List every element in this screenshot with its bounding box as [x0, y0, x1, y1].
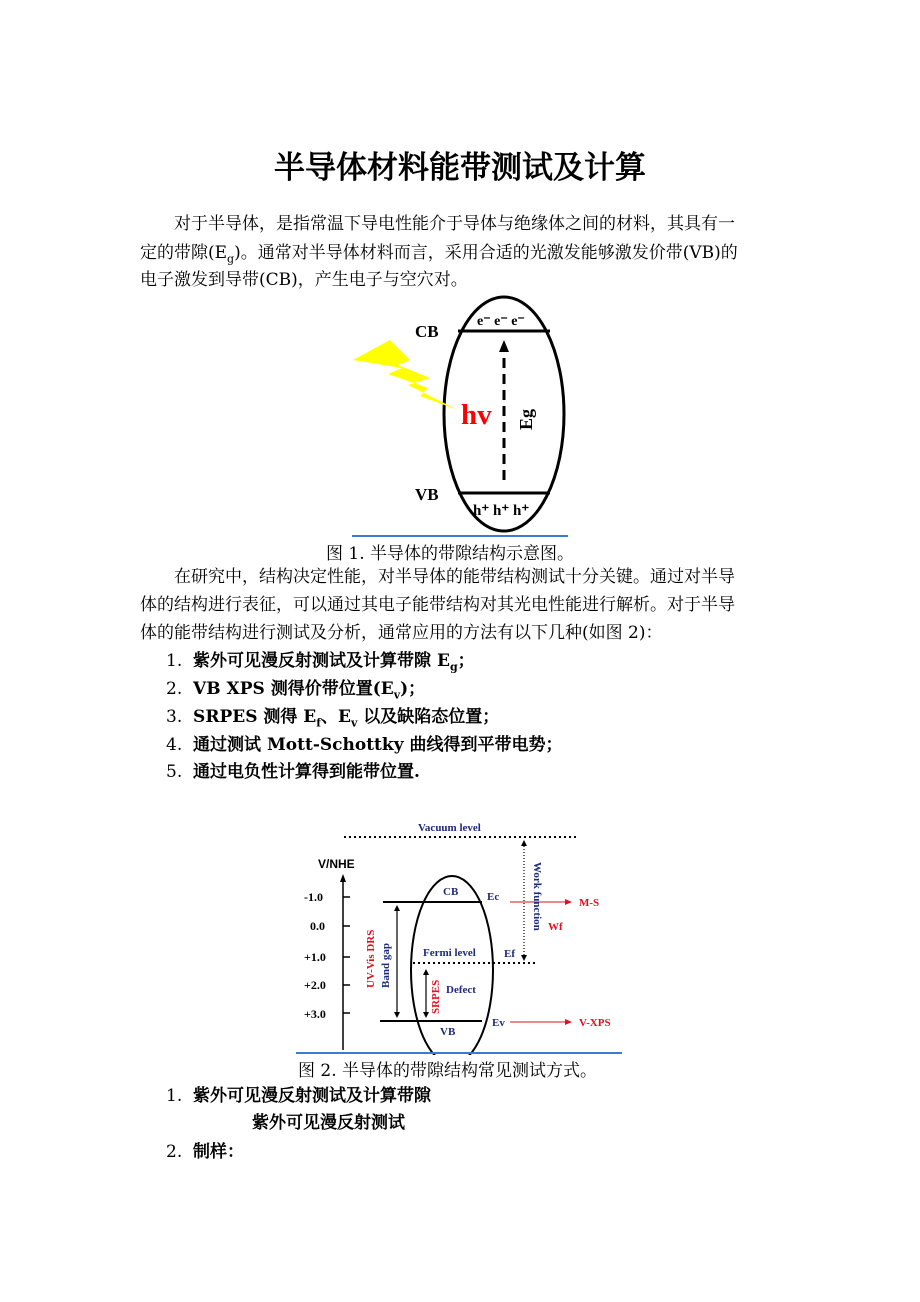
figure-1-band-diagram	[340, 290, 580, 540]
section-1-subheading: 紫外可见漫反射测试	[252, 1113, 405, 1133]
page-title: 半导体材料能带测试及计算	[274, 150, 646, 186]
ec-label: Ec	[487, 891, 500, 903]
fermi-level-label: Fermi level	[423, 947, 476, 959]
ef-label: Ef	[504, 948, 515, 960]
para2-line-3: 体的能带结构进行测试及分析，通常应用的方法有以下几种(如图 2)：	[140, 623, 663, 643]
tick-label: 0.0	[310, 919, 325, 933]
vxps-label: V-XPS	[579, 1017, 611, 1029]
electrons-label: e⁻ e⁻ e⁻	[477, 314, 525, 329]
section-2-heading: 2. 制样：	[166, 1142, 245, 1162]
para2-line-2: 体的结构进行表征，可以通过其电子能带结构对其光电性能进行解析。对于半导	[140, 595, 735, 615]
tick-label: +3.0	[304, 1007, 326, 1021]
caption-rule	[352, 535, 568, 537]
wf-label: Wf	[548, 921, 563, 933]
cb-label: CB	[443, 886, 459, 898]
eg-label: Eg	[516, 408, 536, 430]
intro-line-1: 对于半导体，是指常温下导电性能介于导体与绝缘体之间的材料，其具有一	[174, 214, 735, 234]
lightning-icon	[353, 340, 458, 410]
hv-label: hv	[461, 399, 492, 431]
tick-label: +1.0	[304, 950, 326, 964]
vb-label: VB	[440, 1026, 456, 1038]
band-gap-label: Band gap	[380, 943, 392, 988]
ev-label: Ev	[492, 1017, 505, 1029]
method-item: 1. 紫外可见漫反射测试及计算带隙 $E_g$；	[166, 651, 475, 674]
intro-line-3: 电子激发到导带(CB)，产生电子与空穴对。	[140, 270, 468, 290]
intro-line-2: 定的带隙$(E_g)$。通常对半导体材料而言，采用合适的光激发能够激发价带(VB)的	[140, 243, 738, 266]
method-item: 2. VB XPS 测得价带位置$(E_v)$；	[166, 679, 426, 702]
figure-2-caption: 图 2. 半导体的带隙结构常见测试方式。	[298, 1061, 598, 1081]
holes-label: h⁺ h⁺ h⁺	[473, 503, 530, 519]
method-item: 4. 通过测试 Mott-Schottky 曲线得到平带电势；	[166, 735, 563, 755]
section-1-heading: 1. 紫外可见漫反射测试及计算带隙	[166, 1086, 432, 1106]
cb-label: CB	[415, 322, 439, 341]
method-item: 3. SRPES 测得 $E_f$、$E_v$ 以及缺陷态位置；	[166, 707, 500, 730]
para2-line-1: 在研究中，结构决定性能，对半导体的能带结构测试十分关键。通过对半导	[174, 567, 735, 587]
method-item: 5. 通过电负性计算得到能带位置.	[166, 762, 420, 782]
vb-label: VB	[415, 485, 439, 504]
defect-label: Defect	[446, 984, 476, 996]
axis-label: V/NHE	[318, 857, 355, 871]
figure-2-band-measurement-diagram	[300, 810, 640, 1055]
vacuum-level-label: Vacuum level	[418, 822, 481, 834]
srpes-label: SRPES	[430, 979, 442, 1014]
work-function-label: Work function	[531, 862, 543, 931]
figure-1-caption: 图 1. 半导体的带隙结构示意图。	[326, 544, 575, 564]
tick-label: +2.0	[304, 978, 326, 992]
tick-label: -1.0	[304, 890, 323, 904]
ms-label: M-S	[579, 897, 600, 909]
uv-vis-drs-label: UV-Vis DRS	[365, 929, 377, 988]
caption-rule	[296, 1052, 622, 1054]
